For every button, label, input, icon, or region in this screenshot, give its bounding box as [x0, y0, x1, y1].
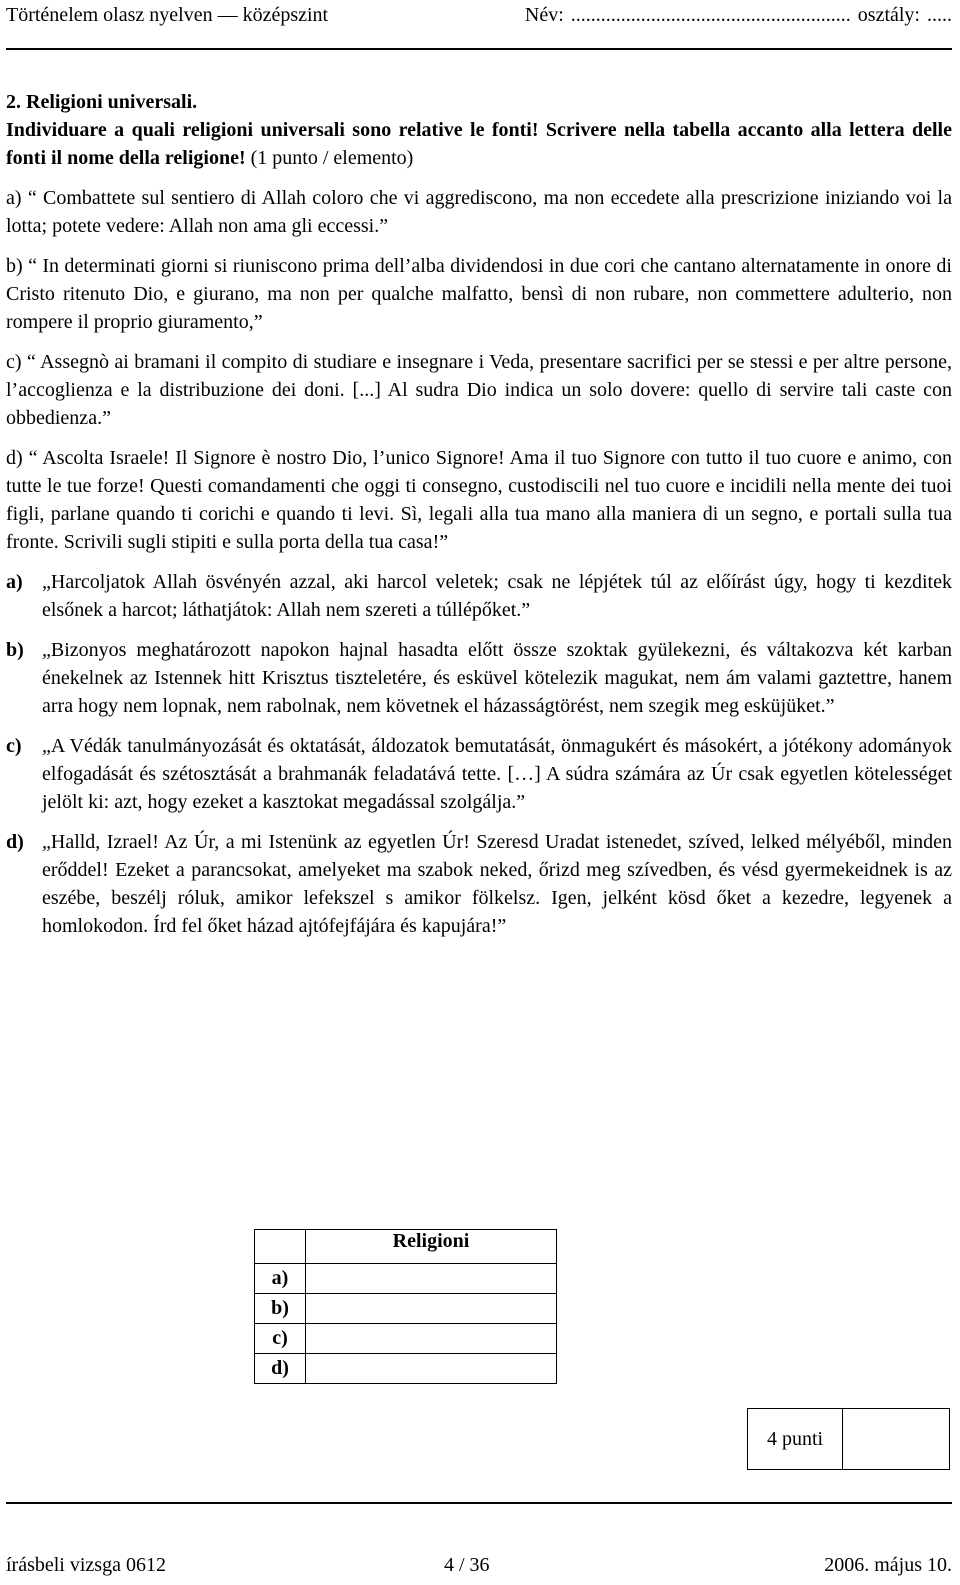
answer-cell-d[interactable] — [306, 1354, 557, 1384]
answer-cell-c[interactable] — [306, 1324, 557, 1354]
answer-cell-b[interactable] — [306, 1294, 557, 1324]
answer-row-label: d) — [255, 1354, 306, 1384]
source-hu-text: „A Védák tanulmányozását és oktatását, áldozatok bemutatását, önmagukért és másokért, a jótékony adományok elfogadását és szétosztását a brahmanák feladatává tette. […] A súdra számára az Úr csak egyetlen kötelességet jelölt ki: azt, hogy ezeket a kasztokat megadással szolgálja.” — [42, 735, 952, 813]
source-hu-d — [6, 828, 952, 940]
points-box — [747, 1408, 950, 1470]
answer-row-label: b) — [255, 1294, 306, 1324]
header-subject: Történelem olasz nyelven — középszint — [6, 4, 329, 26]
task-content — [6, 88, 952, 952]
source-hu-c — [6, 732, 952, 816]
source-hu-text: „Bizonyos meghatározott napokon hajnal hasadta előtt össze szoktak gyülekezni, és váltakozva két karban énekelnek az Istennek hitt Krisztus tiszteletére, és esküvel kötelezik magukat, nem ám valami gaztettre, hanem arra hogy nem lopnak, nem rabolnak, nem követnek el házasságtörést, nem szegik meg esküjüket.” — [42, 639, 952, 717]
answer-table-corner — [255, 1230, 306, 1264]
footer-page-number: 4 / 36 — [444, 1554, 490, 1576]
points-score-cell[interactable] — [843, 1409, 950, 1470]
answer-row — [255, 1294, 557, 1324]
footer-date: 2006. május 10. — [824, 1554, 952, 1576]
source-hu-label: a) — [6, 571, 23, 593]
source-hu-b — [6, 636, 952, 720]
source-hu-label: d) — [6, 831, 24, 853]
footer-exam-code: írásbeli vizsga 0612 — [6, 1554, 166, 1576]
source-hu-a — [6, 568, 952, 624]
answer-row — [255, 1324, 557, 1354]
answer-table-header: Religioni — [306, 1230, 557, 1264]
answer-table-header-row — [255, 1230, 557, 1264]
answer-row-label: c) — [255, 1324, 306, 1354]
header-name-class-field[interactable]: Név: ........................................................ osztály: ..... — [524, 4, 952, 26]
answer-row — [255, 1264, 557, 1294]
answer-row-label: a) — [255, 1264, 306, 1294]
source-hu-text: „Halld, Izrael! Az Úr, a mi Istenünk az egyetlen Úr! Szeresd Uradat istenedet, szíved, lelked mélyéből, minden erőddel! Ezeket a parancsokat, amelyeket ma szabok neked, őrizd meg szívedben, és vésd gyermekeidnek is az eszébe, beszélj róluk, amikor lefekszel s amikor fölkelsz. Igen, jelként kösd őket a kezedre, legyenek a homlokodon. Írd fel őket házad ajtófejfájára és kapujára!” — [42, 831, 952, 937]
source-hu-label: c) — [6, 735, 22, 757]
source-it-c: c) “ Assegnò ai bramani il compito di studiare e insegnare i Veda, presentare sacrifici per se stessi e per altre persone, l’accoglienza e la distribuzione dei doni. [...] Al sudra Dio indica un solo dovere: quello di servire tali caste con obbedienza.” — [6, 351, 952, 429]
answer-cell-a[interactable] — [306, 1264, 557, 1294]
source-hu-text: „Harcoljatok Allah ösvényén azzal, aki harcol veletek; csak ne lépjétek túl az előírást úgy, hogy ti kezditek elsőnek a harcot; láthatjátok: Allah nem szereti a túllépőket.” — [42, 571, 952, 621]
task-title: 2. Religioni universali. — [6, 91, 198, 113]
answer-table — [254, 1229, 557, 1384]
source-it-b: b) “ In determinati giorni si riuniscono prima dell’alba dividendosi in due cori che cantano alternatamente in onore di Cristo ritenuto Dio, e giurano, ma non per qualche malfatto, bensì di non rubare, non commettere adulterio, non rompere il proprio giuramento,” — [6, 255, 952, 333]
page-header — [6, 4, 952, 50]
answer-row — [255, 1354, 557, 1384]
page-footer — [6, 1502, 952, 1576]
source-hu-label: b) — [6, 639, 24, 661]
source-it-d: d) “ Ascolta Israele! Il Signore è nostro Dio, l’unico Signore! Ama il tuo Signore con tutto il tuo cuore e animo, con tutte le tue forze! Questi comandamenti che oggi ti consegno, custodiscili nel tuo cuore e incidili nella mente dei tuoi figli, parlane quando ti corichi e quando ti levi. Sì, legali alla tua mano alla maniera di un segno, e portali sulla tua fronte. Scrivili sugli stipiti e sulla porta della tua casa!” — [6, 447, 952, 553]
task-instruction-points: (1 punto / elemento) — [245, 147, 414, 169]
points-label: 4 punti — [748, 1409, 843, 1470]
source-it-a: a) “ Combattete sul sentiero di Allah coloro che vi aggrediscono, ma non eccedete alla prescrizione iniziando voi la lotta; potete vedere: Allah non ama gli eccessi.” — [6, 187, 952, 237]
task-instruction — [6, 116, 952, 172]
task-instruction-bold: Individuare a quali religioni universali sono relative le fonti! Scrivere nella tabella accanto alla lettera delle fonti il nome della religione! — [6, 119, 952, 169]
